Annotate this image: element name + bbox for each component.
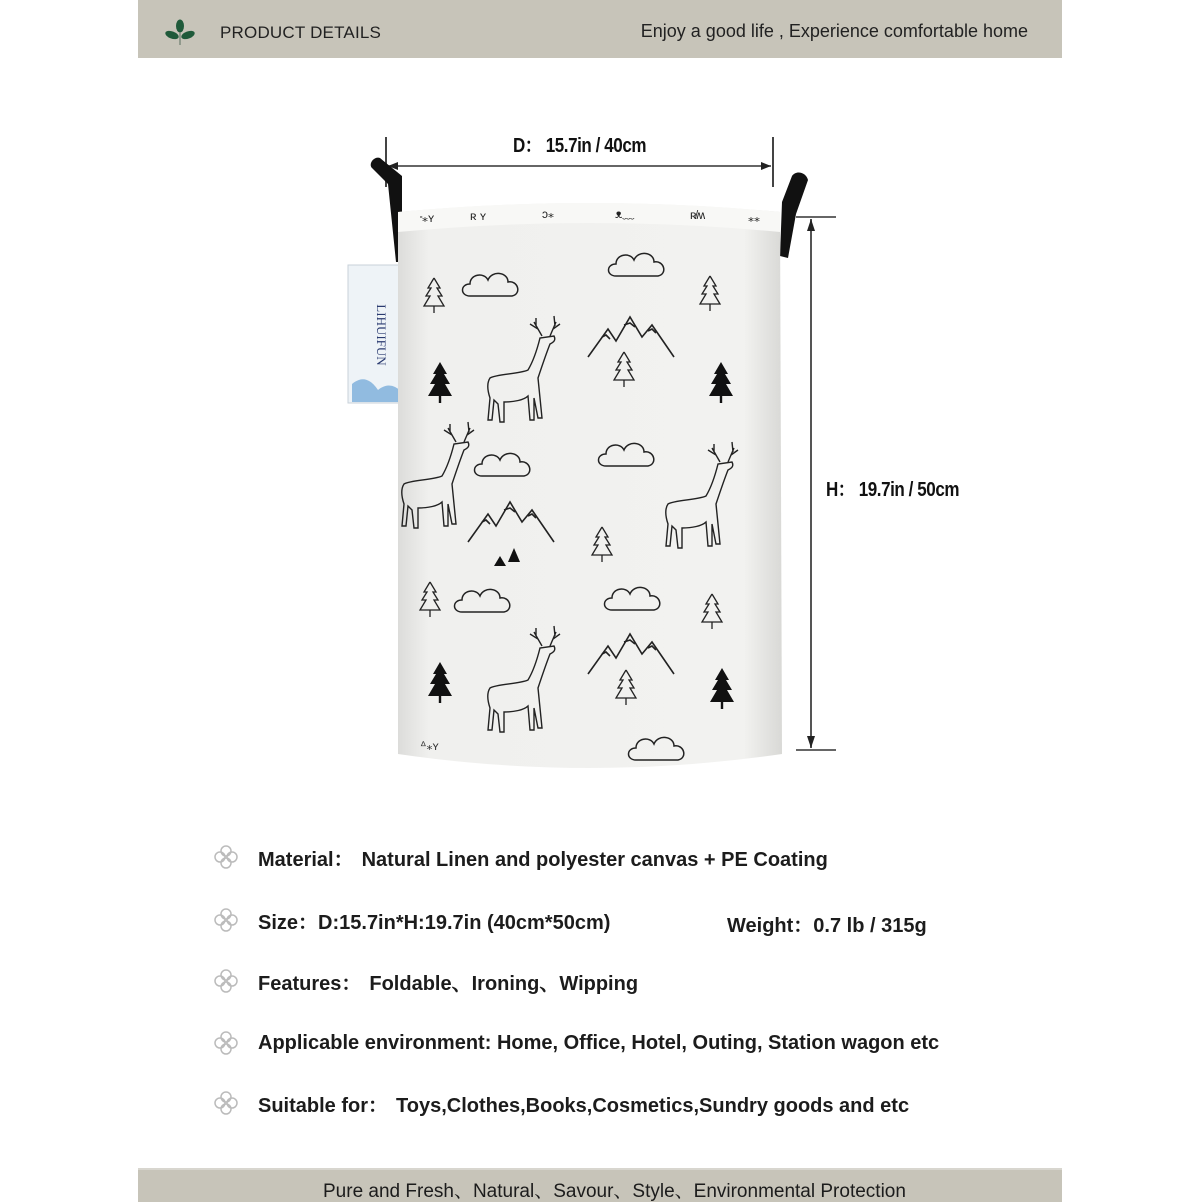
svg-text:⁎⁎: ⁎⁎: [748, 211, 760, 225]
weight-label: Weight：: [727, 915, 814, 937]
diameter-label: D： 15.7in / 40cm: [513, 135, 647, 157]
spec-environment: [212, 1028, 939, 1058]
header-title: PRODUCT DETAILS: [220, 23, 382, 42]
spec-label: Features：: [258, 972, 362, 995]
spec-label: Size：: [258, 911, 319, 934]
header-slogan: Enjoy a good life , Experience comfortable home: [640, 21, 1028, 41]
spec-size: [212, 905, 610, 935]
svg-text:ᐞ⁎ʏ: ᐞ⁎ʏ: [420, 739, 439, 753]
spec-label: Material：: [258, 848, 354, 871]
spec-suitable-for: [212, 1088, 909, 1118]
spec-value: Foldable、Ironing、Wipping: [369, 972, 639, 995]
svg-text:ↄ⁎: ↄ⁎: [542, 207, 554, 221]
spec-material: [212, 842, 828, 872]
svg-text:ʀ̸ʍ: ʀ̸ʍ: [690, 208, 706, 222]
flower-bullet-icon: [212, 967, 240, 995]
svg-text:᠊⁎ʏ: ᠊⁎ʏ: [420, 211, 435, 225]
footer-bar: [138, 1168, 1062, 1202]
height-label: H： 19.7in / 50cm: [826, 479, 960, 501]
flower-bullet-icon: [212, 906, 240, 934]
flower-bullet-icon: [212, 843, 240, 871]
flower-bullet-icon: [212, 1029, 240, 1057]
brand-tag-text: LIHUIFUN: [374, 304, 389, 366]
spec-value: Home, Office, Hotel, Outing, Station wagon etc: [496, 1031, 940, 1054]
svg-text:ʀ ʏ: ʀ ʏ: [470, 209, 487, 223]
spec-weight: [727, 909, 927, 938]
spec-label: Applicable environment:: [258, 1031, 492, 1054]
footer-tagline: Pure and Fresh、Natural、Savour、Style、Environmental Protection: [323, 1181, 906, 1202]
spec-value: D:15.7in*H:19.7in (40cm*50cm): [318, 911, 611, 934]
weight-value: 0.7 lb / 315g: [813, 915, 927, 937]
svg-text:ᴥ﹏: ᴥ﹏: [615, 207, 635, 221]
spec-value: Natural Linen and polyester canvas + PE Coating: [361, 848, 828, 871]
leaf-icon: [165, 18, 195, 46]
spec-label: Suitable for：: [258, 1094, 389, 1117]
header-bar: [138, 0, 1062, 58]
flower-bullet-icon: [212, 1089, 240, 1117]
laundry-basket-image: [330, 120, 850, 790]
spec-features: [212, 966, 638, 996]
spec-value: Toys,Clothes,Books,Cosmetics,Sundry goods and etc: [396, 1094, 910, 1117]
